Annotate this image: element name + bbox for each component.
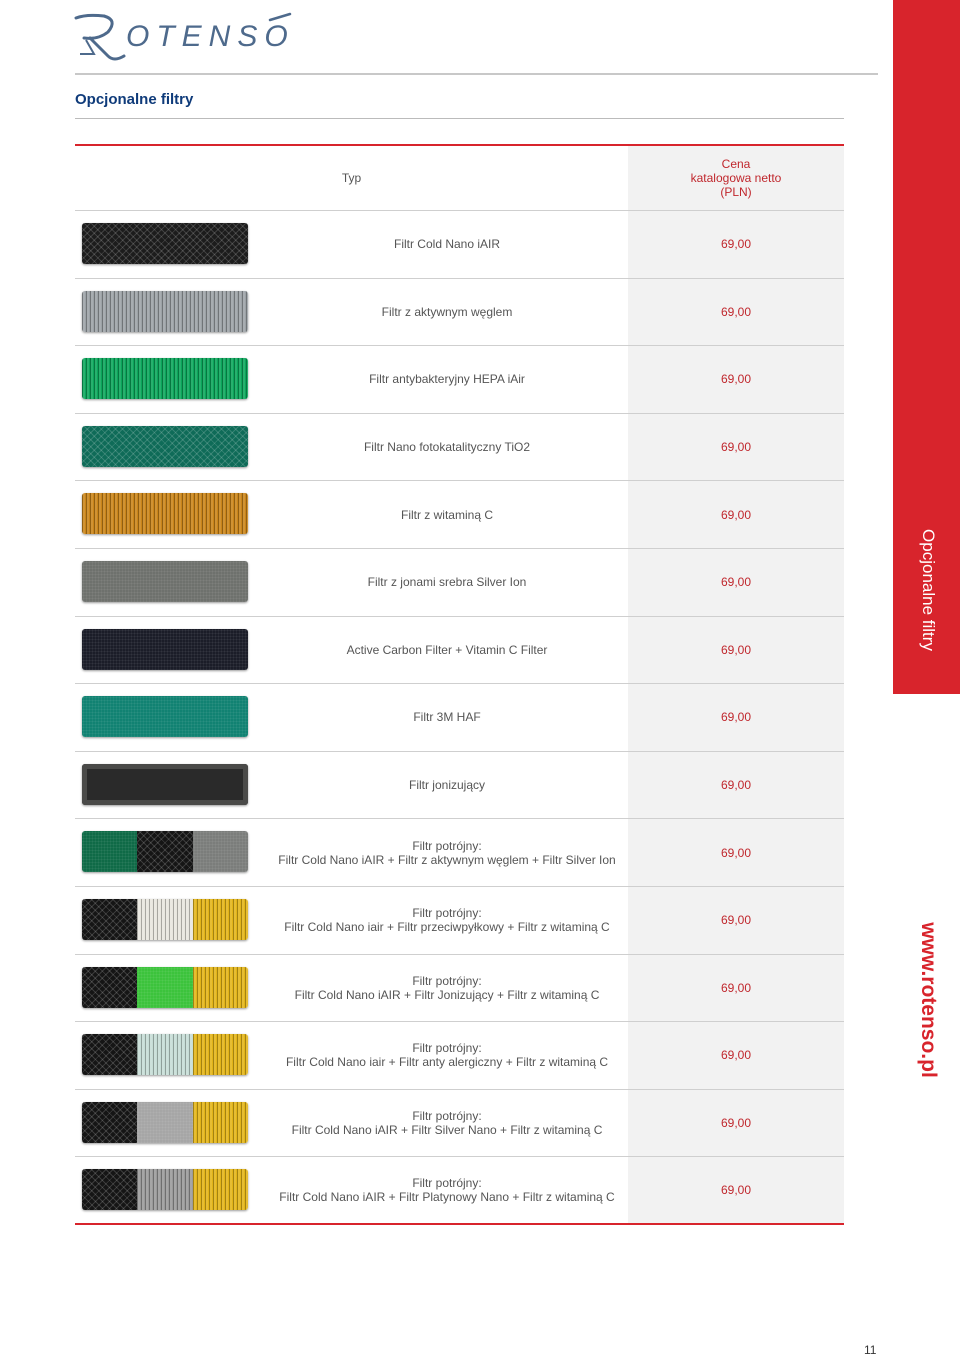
filter-name-line: Filtr Nano fotokatalityczny TiO2 [363,440,531,455]
filter-price [628,279,844,346]
filter-swatch-segment [82,629,248,670]
filter-swatch-segment [82,967,137,1008]
filter-name-line: Filtr z jonami srebra Silver Ion [367,575,527,590]
filter-swatch-segment [82,899,137,940]
filter-swatch [82,1169,248,1210]
title-divider [75,118,844,119]
filter-name-line: Filtr Cold Nano iAIR + Filtr Platynowy Nano + Filtr z witaminą C [279,1190,615,1205]
filter-swatch [82,291,248,332]
filter-name-line: Filtr Cold Nano iair + Filtr anty alergiczny + Filtr z witaminą C [285,1055,609,1070]
table-row [75,1157,844,1225]
filter-price [628,211,844,278]
filter-name [271,414,623,481]
filter-name [271,1022,623,1089]
filter-swatch-segment [193,967,248,1008]
filter-price [628,1022,844,1089]
filter-swatch [82,493,248,534]
filter-price [628,955,844,1022]
filter-swatch-segment [82,561,248,602]
filter-price [628,684,844,751]
filter-swatch-segment [137,1169,192,1210]
price-value: 69,00 [720,304,752,319]
table-row [75,549,844,617]
filter-price [628,887,844,954]
filter-swatch-segment [193,1034,248,1075]
filter-swatch-segment [82,764,248,805]
filter-swatch-segment [137,831,192,872]
filter-swatch-segment [82,223,248,264]
filter-name [271,955,623,1022]
filter-name [271,752,623,819]
price-value: 69,00 [720,1183,752,1198]
filter-name-line: Filtr z witaminą C [400,507,493,522]
price-value: 69,00 [720,642,752,657]
header-price-line: Cena [721,157,751,171]
table-row [75,481,844,549]
filter-swatch [82,426,248,467]
filter-price [628,481,844,548]
table-header [75,144,844,211]
header-type-label: Typ [341,171,362,185]
svg-text:OTENSO: OTENSO [126,20,294,53]
filter-swatch-segment [82,426,248,467]
filter-swatch [82,899,248,940]
filter-swatch-segment [193,1102,248,1143]
filter-name [271,887,623,954]
filter-swatch-segment [137,967,192,1008]
table-row [75,752,844,820]
filter-name [271,549,623,616]
filter-name-line: Filtr potrójny: [412,1041,482,1056]
header-price-line: katalogowa netto [690,171,782,185]
price-value: 69,00 [720,913,752,928]
table-row [75,1090,844,1158]
filter-swatch [82,358,248,399]
table-row [75,887,844,955]
filter-swatch [82,561,248,602]
header-divider [75,73,878,75]
filter-name [271,1157,623,1223]
filter-name-line: Filtr Cold Nano iAIR + Filtr z aktywnym węglem + Filtr Silver Ion [278,852,616,867]
header-type [75,146,628,210]
filter-name [271,279,623,346]
filter-swatch-segment [82,291,248,332]
filter-price [628,549,844,616]
table-row [75,684,844,752]
filter-swatch-segment [193,831,248,872]
price-value: 69,00 [720,980,752,995]
filter-swatch [82,629,248,670]
filter-name-line: Active Carbon Filter + Vitamin C Filter [346,642,548,657]
page-number: 11 [864,1343,877,1357]
price-value: 69,00 [720,778,752,793]
filter-name [271,1090,623,1157]
filter-name [271,819,623,886]
header-price-line: (PLN) [720,185,752,199]
filter-name-line: Filtr Cold Nano iAIR + Filtr Silver Nano + Filtr z witaminą C [291,1123,603,1138]
filter-swatch-segment [82,696,248,737]
rotenso-logo [74,10,294,62]
filter-swatch-segment [82,831,137,872]
filter-price [628,346,844,413]
filter-name-line: Filtr Cold Nano iAIR + Filtr Jonizujący + Filtr z witaminą C [294,987,600,1002]
page-title: Opcjonalne filtry [75,91,194,108]
filter-price [628,752,844,819]
table-row [75,211,844,279]
filter-name [271,346,623,413]
table-row [75,279,844,347]
filter-name-line: Filtr potrójny: [412,1109,482,1124]
filter-swatch [82,764,248,805]
table-row [75,955,844,1023]
price-value: 69,00 [720,1048,752,1063]
filter-swatch-segment [82,1169,137,1210]
filter-swatch-segment [82,1102,137,1143]
filter-price [628,819,844,886]
price-value: 69,00 [720,237,752,252]
filter-swatch-segment [137,899,192,940]
table-row [75,346,844,414]
price-value: 69,00 [720,845,752,860]
filter-name-line: Filtr potrójny: [412,838,482,853]
filter-name-line: Filtr Cold Nano iAIR [393,237,501,252]
filter-price [628,617,844,684]
filter-name [271,481,623,548]
filter-swatch [82,696,248,737]
price-value: 69,00 [720,507,752,522]
price-value: 69,00 [720,710,752,725]
filter-name-line: Filtr jonizujący [408,778,486,793]
table-row [75,819,844,887]
filter-swatch-segment [82,358,248,399]
side-tab-label: Opcjonalne filtry [919,529,938,651]
filter-swatch-segment [193,899,248,940]
filter-name-line: Filtr potrójny: [412,973,482,988]
price-value: 69,00 [720,440,752,455]
website-url[interactable]: www.rotenso.pl [917,922,940,1078]
filter-swatch-segment [137,1102,192,1143]
filter-name [271,211,623,278]
price-value: 69,00 [720,1116,752,1131]
filter-price [628,1157,844,1223]
filter-name [271,617,623,684]
price-value: 69,00 [720,372,752,387]
filter-price [628,1090,844,1157]
filter-name [271,684,623,751]
filter-swatch-segment [193,1169,248,1210]
filter-name-line: Filtr antybakteryjny HEPA iAir [369,372,525,387]
price-value: 69,00 [720,575,752,590]
header-price [628,146,844,210]
filter-swatch [82,1102,248,1143]
filters-table [75,144,844,1225]
filter-swatch [82,1034,248,1075]
filter-name-line: Filtr Cold Nano iair + Filtr przeciwpyłkowy + Filtr z witaminą C [284,920,610,935]
filter-name-line: Filtr potrójny: [412,1176,482,1191]
table-row [75,414,844,482]
filter-swatch [82,967,248,1008]
filter-name-line: Filtr potrójny: [412,906,482,921]
filter-name-line: Filtr z aktywnym węglem [381,304,513,319]
filter-swatch-segment [82,1034,137,1075]
table-row [75,617,844,685]
filter-swatch [82,223,248,264]
filter-price [628,414,844,481]
filter-swatch [82,831,248,872]
filter-swatch-segment [137,1034,192,1075]
filter-swatch-segment [82,493,248,534]
table-row [75,1022,844,1090]
filter-name-line: Filtr 3M HAF [413,710,481,725]
